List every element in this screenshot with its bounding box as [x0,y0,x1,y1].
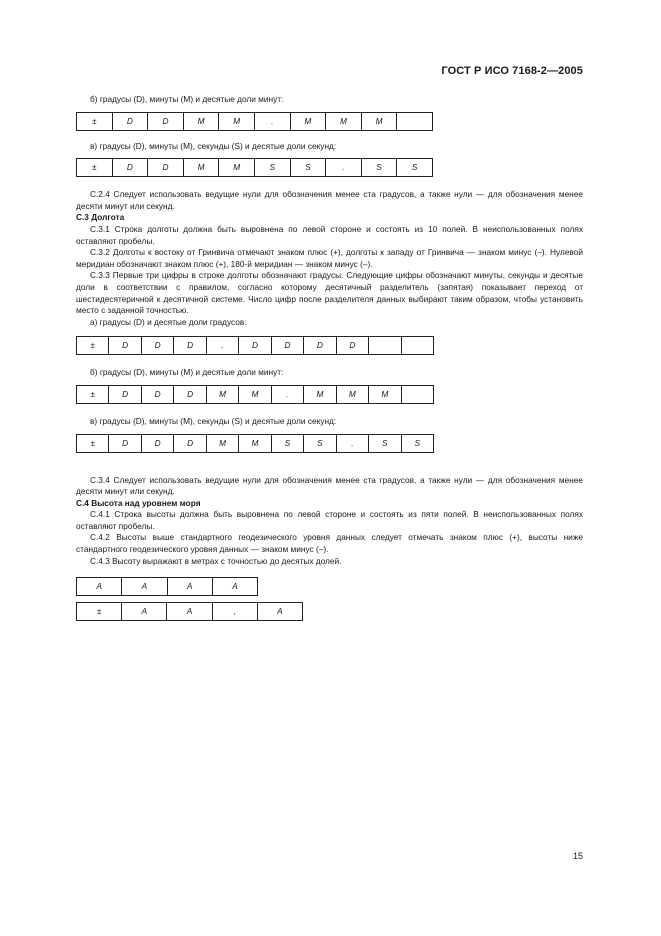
field-cell: A [122,578,167,596]
longitude-seconds-table [76,434,434,453]
paragraph-c-3-3: С.3.3 Первые три цифры в строке долготы обозначают градусы. Следующие цифры обозначают минуты, секунды и десятые доли в соответствии с правилом, согласно которому десятичный разделитель (запятая) показывает переход от шестидесятеричной к десятичной системе. Число цифр после разделителя данных выбирают таким образом, чтобы установить место с заданной точностью. [76,270,583,316]
field-cell: A [167,603,212,621]
field-cell: . [336,434,368,452]
field-cell: M [304,385,336,403]
field-cell: , [212,603,257,621]
field-cell: M [219,159,255,177]
field-cell: M [369,385,401,403]
field-cell: A [77,578,122,596]
field-cell: D [148,112,184,130]
field-cell: S [397,159,433,177]
page-content [76,94,583,621]
field-cell: S [304,434,336,452]
field-cell: . [254,112,290,130]
longitude-degrees-table [76,336,434,355]
section-c4-heading: С.4 Высота над уровнем моря [76,497,201,508]
field-cell: M [183,112,219,130]
item-b-minutes: б) градусы (D), минуты (M) и десятые доли минут: [90,94,284,104]
field-cell: M [239,434,271,452]
paragraph-c-3-4: С.3.4 Следует использовать ведущие нули для обозначения менее ста градусов, а также нули — для обозначения менее десяти минут или секунд. [76,474,583,497]
field-cell: A [257,603,302,621]
field-cell: D [112,159,148,177]
field-cell [401,385,433,403]
field-cell: ± [77,337,109,355]
field-cell: M [183,159,219,177]
field-cell: D [239,337,271,355]
paragraph-c-3-1: С.3.1 Строка долготы должна быть выровнена по левой стороне и состоять из 10 полей. В неиспользованных полях оставляют пробелы. [76,223,583,246]
field-cell: . [326,159,362,177]
document-header: ГОСТ Р ИСО 7168-2—2005 [441,65,583,77]
field-cell: D [174,385,206,403]
field-cell: M [219,112,255,130]
paragraph-c-4-2: С.4.2 Высоты выше стандартного геодезического уровня данных следует отмечать знаком плюс (+), высоты ниже стандартного геодезического уровня данных — знаком минус (–). [76,532,583,555]
field-cell: ± [77,159,113,177]
field-cell: D [271,337,303,355]
field-cell: D [174,434,206,452]
field-cell: M [326,112,362,130]
field-cell: D [109,434,141,452]
section-c3-heading: С.3 Долгота [76,212,125,223]
latitude-seconds-table [76,158,433,177]
field-cell: S [369,434,401,452]
field-cell [369,337,401,355]
field-cell: S [290,159,326,177]
field-cell: D [336,337,368,355]
field-cell: ± [77,112,113,130]
field-cell: M [206,434,238,452]
field-cell: ± [77,434,109,452]
field-cell: A [167,578,212,596]
field-cell: S [271,434,303,452]
field-cell: M [239,385,271,403]
field-cell [397,112,433,130]
paragraph-c-2-4: С.2.4 Следует использовать ведущие нули для обозначения менее ста градусов, а также нули — для обозначения менее десяти минут или секунд. [76,189,583,211]
longitude-minutes-table [76,385,434,404]
field-cell: D [141,337,173,355]
field-cell: D [148,159,184,177]
paragraph-c-4-3: С.4.3 Высоту выражают в метрах с точностью до десятых долей. [90,555,342,566]
field-cell: S [401,434,433,452]
paragraph-c-4-1: С.4.1 Строка высоты должна быть выровнена по левой стороне и состоять из пяти полей. В неиспользованных полях оставляют пробелы. [76,509,583,531]
item-b-minutes-2: б) градусы (D), минуты (M) и десятые доли минут: [90,367,284,378]
altitude-table-2 [76,602,303,621]
field-cell: D [112,112,148,130]
field-cell: D [174,337,206,355]
altitude-table-1 [76,577,258,596]
field-cell: A [212,578,257,596]
field-cell: . [271,385,303,403]
field-cell: D [304,337,336,355]
page-number: 15 [572,851,583,861]
latitude-minutes-table [76,112,433,131]
item-v-seconds-2: в) градусы (D), минуты (M), секунды (S) и десятые доли секунд: [90,415,337,426]
field-cell: M [290,112,326,130]
field-cell: . [206,337,238,355]
field-cell: S [361,159,397,177]
paragraph-c-3-2: С.3.2 Долготы к востоку от Гринвича отмечают знаком плюс (+), долготы к западу от Гринвича — знаком минус (–). Нулевой меридиан обозначают знаком плюс (+), 180-й меридиан — знаком минус (–). [76,247,583,269]
field-cell: D [141,385,173,403]
field-cell: M [361,112,397,130]
field-cell: S [254,159,290,177]
field-cell: M [336,385,368,403]
field-cell [401,337,433,355]
field-cell: D [141,434,173,452]
field-cell: D [109,337,141,355]
field-cell: A [122,603,167,621]
item-a-degrees: а) градусы (D) и десятые доли градусов: [90,316,247,327]
item-v-seconds: в) градусы (D), минуты (M), секунды (S) и десятые доли секунд: [90,140,337,151]
field-cell: ± [77,385,109,403]
field-cell: D [109,385,141,403]
field-cell: ± [77,603,122,621]
field-cell: M [206,385,238,403]
